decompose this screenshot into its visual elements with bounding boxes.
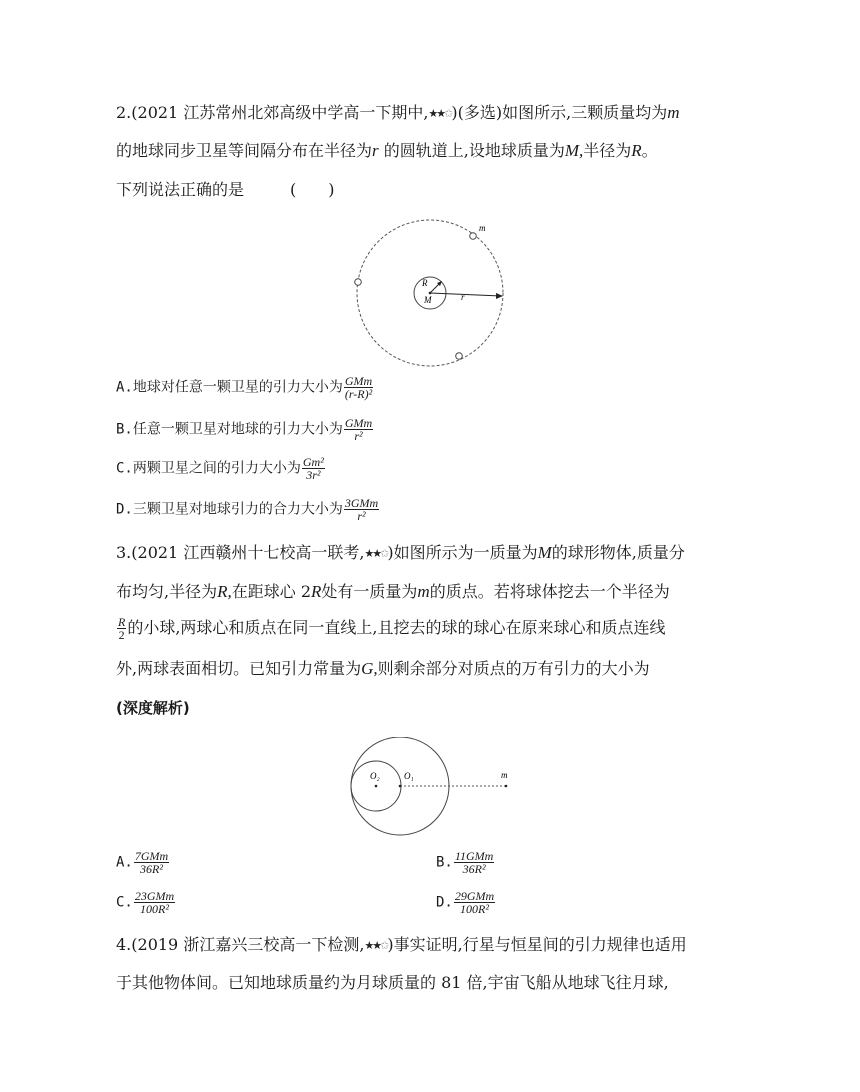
q4-source: (2019 浙江嘉兴三校高一下检测,: [131, 935, 365, 954]
q3-sphere-figure: [346, 737, 526, 837]
satellite-left: [355, 279, 362, 286]
q2-source: (2021 江苏常州北郊高级中学高一下期中,: [131, 103, 429, 122]
label-r: r: [461, 292, 465, 302]
q3-option-c[interactable]: C. $\frac{\text{23GMm}}{\text{100R²}}$: [116, 889, 175, 916]
label-o2: O₂: [370, 771, 380, 781]
q2-type: (多选): [457, 103, 503, 122]
q4-number: 4.: [116, 935, 132, 954]
label-m: m: [479, 223, 486, 233]
q4-line-2: 于其他物体间。已知地球质量约为月球质量的 81 倍,宇宙飞船从地球飞往月球,: [116, 973, 669, 992]
q2-line-3: 下列说法正确的是 ( ): [116, 180, 335, 199]
answer-paren: ( ): [290, 180, 335, 199]
q3-analysis-tag: (深度解析): [116, 699, 190, 717]
q3-line-1: 3.(2021 江西赣州十七校高一联考,★★✩)如图所示为一质量为M的球形物体,质量分: [116, 543, 685, 562]
q2-option-c[interactable]: C.两颗卫星之间的引力大小为 $\frac{\text{Gm²}}{\text{3r²}}$: [116, 455, 324, 482]
q3-line-3: $\frac{R}{2}$ 的小球,两球心和质点在同一直线上,且挖去的球的球心在原来球心和质点连线: [118, 615, 666, 642]
label-o1: O₁: [404, 771, 414, 781]
label-M: M: [424, 295, 432, 305]
q2-line-2: 的地球同步卫星等间隔分布在半径为r 的圆轨道上,设地球质量为M,半径为R。: [116, 141, 658, 160]
q2-number: 2.: [116, 103, 132, 122]
difficulty-stars-icon: ★★✩: [428, 107, 452, 120]
q3-option-d[interactable]: D. $\frac{\text{29GMm}}{\text{100R²}}$: [436, 889, 495, 916]
q2-option-a[interactable]: A.地球对任意一颗卫星的引力大小为 $\frac{\text{GMm}}{\text{(r-R)²}}$: [116, 374, 373, 401]
q3-number: 3.: [116, 543, 132, 562]
r-over-2-fraction: $\frac{R}{2}$: [118, 615, 126, 642]
q3-line-2: 布均匀,半径为R,在距球心 2R处有一质量为m的质点。若将球体挖去一个半径为: [116, 582, 670, 601]
q2-line-1: 2.(2021 江苏常州北郊高级中学高一下期中,★★✩)(多选)如图所示,三颗质量均为m: [116, 103, 680, 122]
difficulty-stars-icon: ★★✩: [364, 939, 388, 952]
q3-line-4: 外,两球表面相切。已知引力常量为G,则剩余部分对质点的万有引力的大小为: [116, 659, 650, 678]
label-m: m: [501, 770, 508, 780]
difficulty-stars-icon: ★★✩: [364, 547, 388, 560]
label-R: R: [422, 278, 428, 288]
satellite-bottom: [456, 353, 463, 360]
q4-line-1: 4.(2019 浙江嘉兴三校高一下检测,★★✩)事实证明,行星与恒星间的引力规律也适用: [116, 935, 687, 954]
q2-option-d[interactable]: D.三颗卫星对地球引力的合力大小为 $\frac{\text{3GMm}}{\text{r²}}$: [116, 496, 379, 523]
satellite-top: [470, 233, 477, 240]
q2-option-b[interactable]: B.任意一颗卫星对地球的引力大小为 $\frac{\text{GMm}}{\text{r²}}$: [116, 416, 373, 443]
q2-orbit-figure: [352, 216, 512, 368]
q3-option-a[interactable]: A. $\frac{\text{7GMm}}{\text{36R²}}$: [116, 849, 169, 876]
q3-option-b[interactable]: B. $\frac{\text{11GMm}}{\text{36R²}}$: [436, 849, 494, 876]
q3-source: (2021 江西赣州十七校高一联考,: [131, 543, 365, 562]
